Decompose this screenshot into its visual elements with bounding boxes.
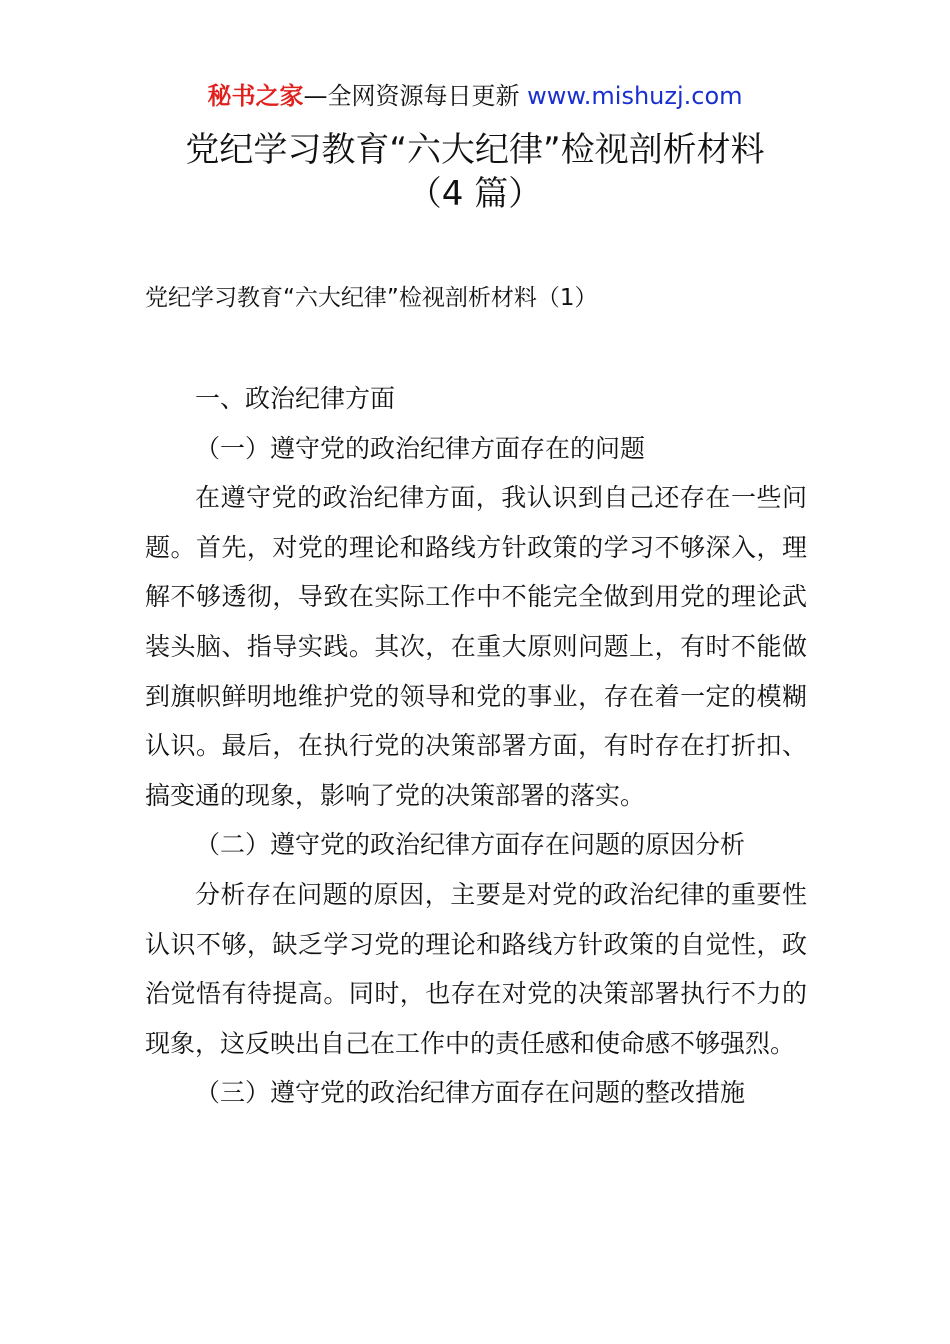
document-title-count: （4 篇） xyxy=(407,174,543,214)
brand-name: 秘书之家 xyxy=(207,82,304,110)
article-body xyxy=(145,374,807,1118)
article-subtitle: 党纪学习教育“六大纪律”检视剖析材料（1） xyxy=(145,285,598,311)
subheading-rectification: （三）遵守党的政治纪律方面存在问题的整改措施 xyxy=(195,1078,746,1108)
heading-political-discipline: 一、政治纪律方面 xyxy=(195,384,396,413)
site-header xyxy=(0,80,950,112)
site-url-link[interactable]: www.mishuzj.com xyxy=(527,82,743,110)
header-slogan: —全网资源每日更新 xyxy=(303,82,528,110)
document-title: 党纪学习教育“六大纪律”检视剖析材料 xyxy=(185,130,765,170)
subheading-problems: （一）遵守党的政治纪律方面存在的问题 xyxy=(195,433,646,463)
paragraph-problems: 在遵守党的政治纪律方面，我认识到自己还存在一些问题。首先，对党的理论和路线方针政策的学习不够深入，理解不够透彻，导致在实际工作中不能完全做到用党的理论武装头脑、指导实践。其次，在重大原则问题上，有时不能做到旗帜鲜明地维护党的领导和党的事业，存在着一定的模糊认识。最后，在执行党的决策部署方面，有时存在打折扣、搞变通的现象，影响了党的决策部署的落实。 xyxy=(145,483,807,810)
paragraph-cause-analysis: 分析存在问题的原因，主要是对党的政治纪律的重要性认识不够，缺乏学习党的理论和路线方针政策的自觉性，政治觉悟有待提高。同时，也存在对党的决策部署执行不力的现象，这反映出自己在工作中的责任感和使命感不够强烈。 xyxy=(145,879,807,1058)
subheading-cause-analysis: （二）遵守党的政治纪律方面存在问题的原因分析 xyxy=(195,830,746,860)
